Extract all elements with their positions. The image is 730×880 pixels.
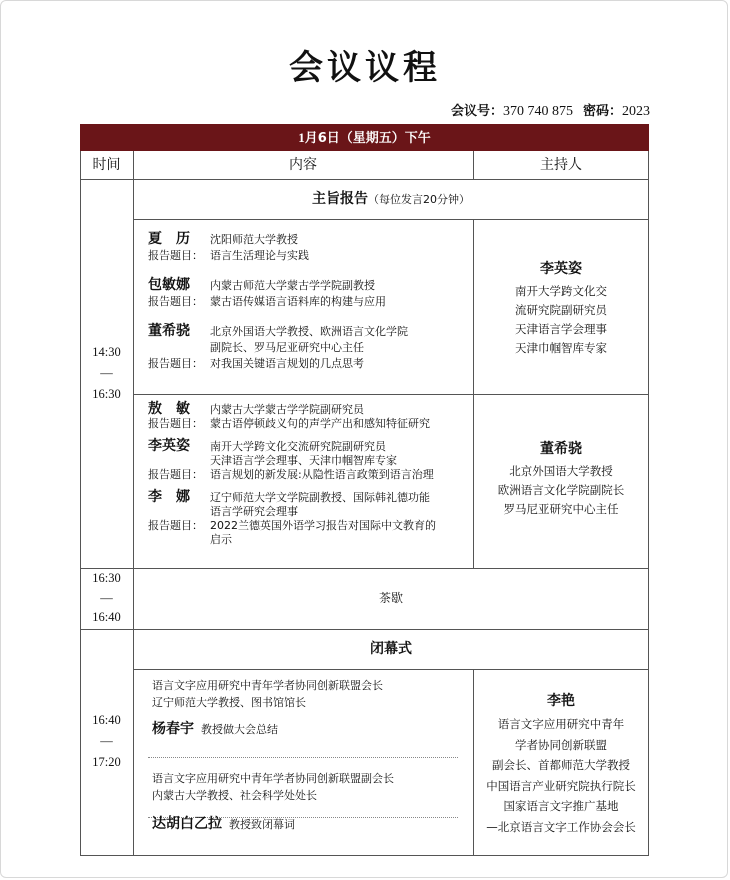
host-line: 副会长、首都师范大学教授 bbox=[492, 758, 630, 772]
keynote-time bbox=[80, 342, 133, 405]
report-row bbox=[148, 468, 468, 482]
break-label: 茶歇 bbox=[378, 591, 403, 605]
keynote-time-start: 14:30 bbox=[92, 345, 121, 359]
break-time-dash: — bbox=[100, 591, 113, 605]
report-row bbox=[148, 417, 468, 431]
report-topic: 蒙古语传媒语言语料库的构建与应用 bbox=[210, 295, 386, 308]
speaker-title-continued: 副院长、罗马尼亚研究中心主任 bbox=[210, 341, 364, 354]
speaker-row bbox=[148, 490, 468, 505]
meeting-info bbox=[451, 100, 650, 120]
host-line: 语言文字应用研究中青年 bbox=[497, 717, 625, 731]
closing-time-end: 17:20 bbox=[92, 755, 121, 769]
keynote-section-title bbox=[133, 179, 649, 219]
break-time-start: 16:30 bbox=[92, 571, 121, 585]
speaker-row bbox=[148, 278, 468, 293]
host-line: 流研究院副研究员 bbox=[515, 303, 607, 317]
closing-item-line: 语言文字应用研究中青年学者协同创新联盟副会长 bbox=[152, 772, 394, 785]
closing-speaker-action: 教授致闭幕词 bbox=[229, 818, 295, 831]
speaker-name: 董希骁 bbox=[148, 323, 190, 339]
report-topic-continued: 启示 bbox=[210, 533, 232, 546]
speaker-name: 包敏娜 bbox=[148, 277, 190, 293]
report-label: 报告题目： bbox=[148, 417, 203, 430]
report-label: 报告题目： bbox=[148, 295, 203, 308]
host-name: 李艳 bbox=[547, 693, 575, 709]
speaker-title: 沈阳师范大学教授 bbox=[210, 233, 298, 246]
closing-item-name-row bbox=[152, 721, 383, 738]
table-bottom-border bbox=[80, 855, 649, 856]
break-time-end: 16:40 bbox=[92, 610, 121, 624]
closing-host bbox=[473, 690, 649, 837]
keynote-time-dash: — bbox=[100, 366, 113, 380]
report-label: 报告题目： bbox=[148, 249, 203, 262]
report-label: 报告题目： bbox=[148, 357, 203, 370]
host-line: —北京语言文字工作协会会长 bbox=[486, 819, 636, 834]
closing-item-2 bbox=[152, 770, 394, 833]
closing-item-1 bbox=[152, 677, 383, 738]
page-title: 会议议程 bbox=[289, 48, 441, 88]
closing-item-line: 语言文字应用研究中青年学者协同创新联盟会长 bbox=[152, 679, 383, 692]
closing-title: 闭幕式 bbox=[370, 641, 412, 657]
speaker-name: 夏 历 bbox=[148, 231, 190, 247]
meeting-password-value[interactable]: 2023 bbox=[622, 104, 650, 119]
closing-item-line: 辽宁师范大学教授、图书馆馆长 bbox=[152, 696, 306, 709]
host-name: 董希骁 bbox=[540, 441, 582, 457]
speaker-name: 李英姿 bbox=[148, 438, 190, 454]
report-topic: 对我国关键语言规划的几点思考 bbox=[210, 357, 364, 370]
speaker-row bbox=[148, 324, 468, 339]
host-line: 罗马尼亚研究中心主任 bbox=[503, 502, 619, 516]
speaker-row bbox=[148, 439, 468, 454]
break-time bbox=[80, 568, 133, 628]
keynote-title-note: （每位发言20分钟） bbox=[368, 193, 470, 206]
report-row bbox=[148, 295, 468, 309]
keynote-title: 主旨报告 bbox=[312, 191, 368, 207]
column-header-content: 内容 bbox=[289, 157, 317, 173]
closing-item-name-row bbox=[152, 816, 394, 833]
report-topic: 语言规划的新发展:从隐性语言政策到语言治理 bbox=[210, 468, 434, 481]
keynote-title-divider bbox=[133, 219, 649, 220]
closing-time-dash: — bbox=[100, 734, 113, 748]
host-line: 学者协同创新联盟 bbox=[515, 737, 607, 752]
host-line: 南开大学跨文化交 bbox=[515, 284, 607, 298]
report-topic: 蒙古语停顿歧义句的声学产出和感知特征研究 bbox=[210, 417, 430, 430]
keynote-time-end: 16:30 bbox=[92, 387, 121, 401]
closing-speaker-name: 达胡白乙拉 bbox=[152, 816, 222, 832]
closing-speaker-action: 教授做大会总结 bbox=[201, 723, 278, 736]
closing-item-line: 内蒙古大学教授、社会科学处处长 bbox=[152, 789, 317, 802]
closing-title-divider bbox=[133, 669, 649, 670]
meeting-id-value[interactable]: 370 740 875 bbox=[502, 104, 573, 119]
report-row bbox=[148, 357, 468, 371]
keynote-group-divider bbox=[133, 394, 649, 395]
speaker-title: 南开大学跨文化交流研究院副研究员 bbox=[210, 440, 386, 453]
report-row bbox=[148, 249, 468, 263]
banner-date-number: 1 bbox=[298, 130, 305, 145]
speaker-title-continued: 天津语言学会理事、天津巾帼智库专家 bbox=[210, 454, 397, 467]
column-header-time: 时间 bbox=[92, 157, 121, 173]
host-line: 北京外国语大学教授 bbox=[509, 464, 613, 478]
speaker-name: 敖 敏 bbox=[148, 401, 190, 417]
report-row bbox=[148, 519, 468, 533]
banner-date-text: 月6日（星期五）下午 bbox=[304, 131, 431, 146]
keynote-group2-speakers bbox=[148, 402, 468, 547]
closing-item-divider bbox=[148, 757, 458, 758]
host-line: 天津语言学会理事 bbox=[515, 322, 607, 336]
speaker-name: 李 娜 bbox=[148, 489, 190, 505]
closing-time-start: 16:40 bbox=[92, 713, 121, 727]
keynote-group1-host bbox=[473, 258, 649, 358]
host-line: 国家语言文字推广基地 bbox=[503, 799, 619, 813]
speaker-title: 北京外国语大学教授、欧洲语言文化学院 bbox=[210, 325, 408, 338]
report-label: 报告题目： bbox=[148, 468, 203, 481]
host-line: 中国语言产业研究院执行院长 bbox=[486, 778, 636, 793]
host-line: 天津巾帼智库专家 bbox=[515, 341, 607, 355]
keynote-group1-speakers bbox=[148, 232, 468, 371]
time-column-divider bbox=[133, 151, 134, 856]
closing-time bbox=[80, 710, 133, 773]
host-line: 欧洲语言文化学院副院长 bbox=[497, 483, 625, 497]
speaker-title: 内蒙古大学蒙古学学院副研究员 bbox=[210, 403, 364, 416]
report-topic: 2022兰德英国外语学习报告对国际中文教育的 bbox=[210, 519, 436, 532]
date-banner bbox=[80, 124, 649, 151]
speaker-row bbox=[148, 232, 468, 247]
closing-speaker-name: 杨春宇 bbox=[152, 721, 194, 737]
keynote-group2-host bbox=[473, 438, 649, 519]
report-topic: 语言生活理论与实践 bbox=[210, 249, 309, 262]
speaker-title: 内蒙古师范大学蒙古学学院副教授 bbox=[210, 279, 375, 292]
agenda-table bbox=[80, 124, 649, 856]
column-header-host: 主持人 bbox=[540, 157, 582, 173]
speaker-title-continued: 语言学研究会理事 bbox=[210, 505, 298, 518]
meeting-id-label: 会议号： bbox=[450, 104, 503, 119]
speaker-title: 辽宁师范大学文学院副教授、国际韩礼德功能 bbox=[210, 491, 430, 504]
speaker-row bbox=[148, 402, 468, 417]
host-name: 李英姿 bbox=[540, 261, 582, 277]
report-label: 报告题目： bbox=[148, 519, 203, 532]
meeting-password-label: 密码： bbox=[582, 104, 622, 119]
